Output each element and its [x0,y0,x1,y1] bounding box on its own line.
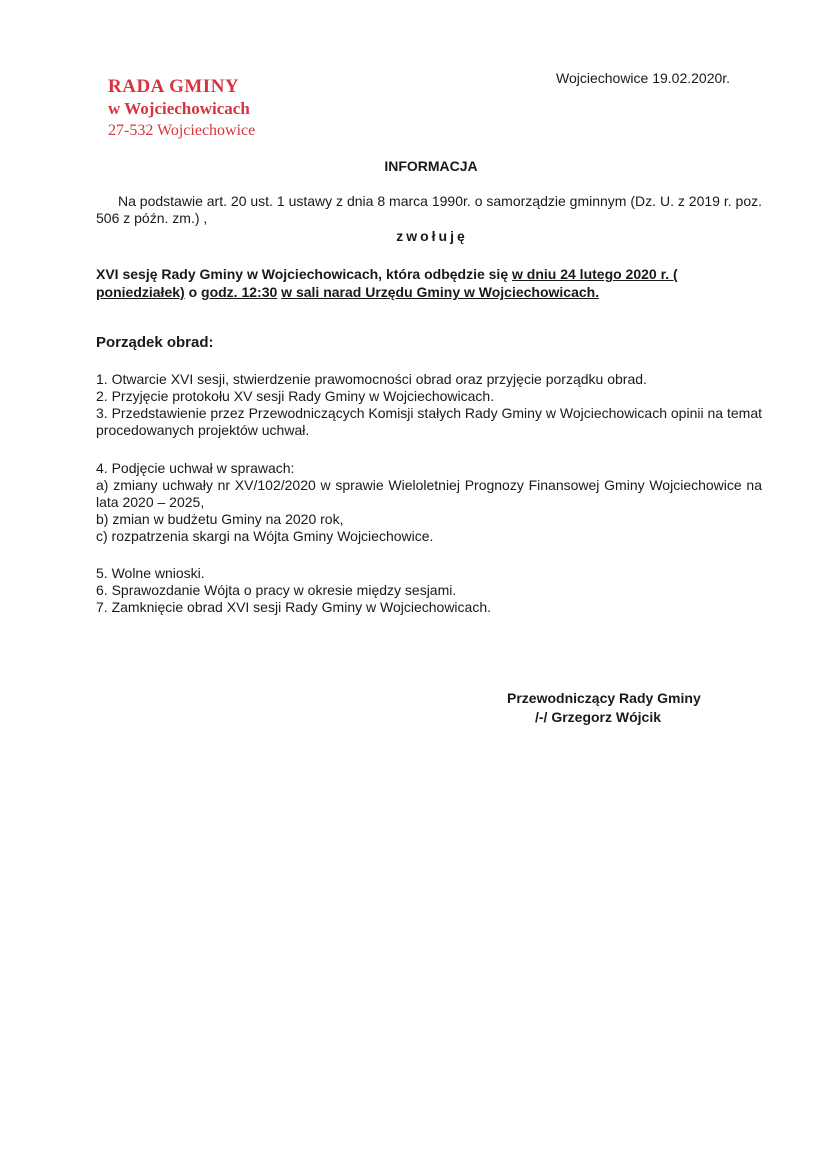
agenda-item-2: 2. Przyjęcie protokołu XV sesji Rady Gminy w Wojciechowicach. [96,388,495,404]
signature-name: /-/ Grzegorz Wójcik [535,709,662,725]
session-connector: o [184,284,202,300]
stamp-line-locality: w Wojciechowicach [108,99,250,118]
signature-title: Przewodniczący Rady Gminy [507,690,701,706]
legal-basis-paragraph [96,193,762,227]
place-and-date: Wojciechowice 19.02.2020r. [556,70,731,86]
document-heading: INFORMACJA [384,158,478,174]
legal-basis-text: Na podstawie art. 20 ust. 1 ustawy z dnia 8 marca 1990r. o samorządzie gminnym (Dz. U. z 2019 r. poz. 506 z późn. zm.) , [96,193,762,226]
agenda-group-3 [96,565,762,616]
agenda-group-1 [96,371,762,439]
agenda-item-4: 4. Podjęcie uchwał w sprawach: [96,460,295,476]
agenda-item-4c: c) rozpatrzenia skargi na Wójta Gminy Wojciechowice. [96,528,434,544]
stamp-line-address: 27-532 Wojciechowice [108,122,256,139]
agenda-group-2 [96,460,762,545]
agenda-item-4b: b) zmian w budżetu Gminy na 2020 rok, [96,511,344,527]
agenda-item-1: 1. Otwarcie XVI sesji, stwierdzenie prawomocności obrad oraz przyjęcie porządku obrad. [96,371,647,387]
agenda-item-4a: a) zmiany uchwały nr XV/102/2020 w sprawie Wieloletniej Prognozy Finansowej Gminy Wojciechowice na lata 2020 – 2025, [96,477,762,510]
session-text: XVI sesję Rady Gminy w Wojciechowicach, która odbędzie się [96,266,512,282]
session-date: w dniu 24 lutego 2020 r. ( poniedziałek) [96,266,678,300]
session-announcement [96,265,762,301]
session-time: godz. 12:30 [201,284,278,300]
stamp-line-council: RADA GMINY [108,76,240,97]
agenda-item-5: 5. Wolne wnioski. [96,565,205,581]
agenda-item-3: 3. Przedstawienie przez Przewodniczących Komisji stałych Rady Gminy w Wojciechowicach opinii na temat procedowanych projektów uchwał. [96,405,762,438]
council-stamp [108,76,255,142]
agenda-item-6: 6. Sprawozdanie Wójta o pracy w okresie między sesjami. [96,582,457,598]
session-place: w sali narad Urzędu Gminy w Wojciechowicach. [281,284,600,300]
convene-word: zwołuję [396,228,468,244]
signature-block [507,689,701,727]
agenda-item-7: 7. Zamknięcie obrad XVI sesji Rady Gminy w Wojciechowicach. [96,599,492,615]
agenda-title: Porządek obrad: [96,334,214,351]
